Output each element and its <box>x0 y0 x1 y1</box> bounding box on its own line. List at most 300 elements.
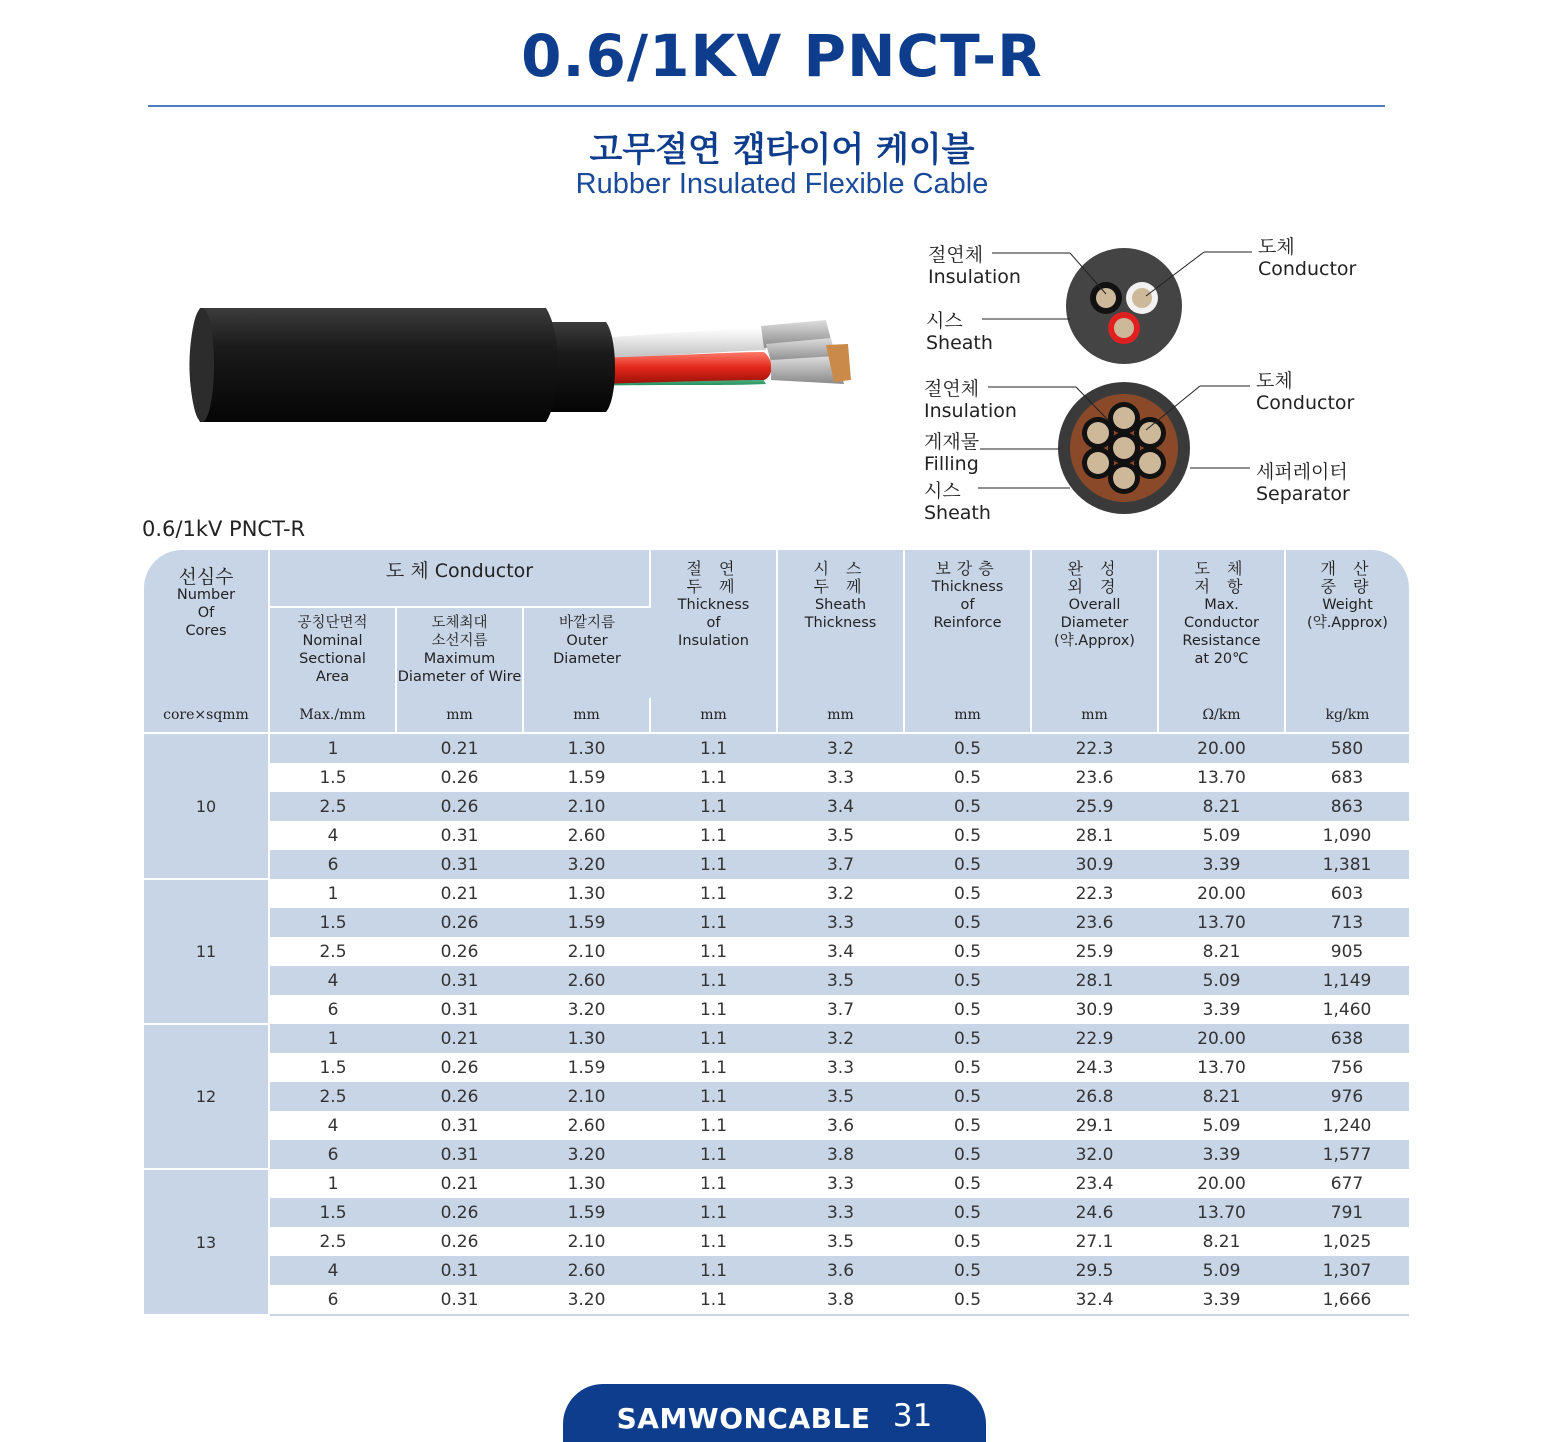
table-cell: 5.09 <box>1202 825 1241 846</box>
table-cell: 0.5 <box>904 966 1031 995</box>
cell-cores: 11 <box>144 879 269 1024</box>
table-cell: 32.0 <box>1031 1140 1158 1169</box>
table-cell: 1.59 <box>523 1198 650 1227</box>
table-cell: 0.5 <box>953 1173 982 1194</box>
table-cell: 29.1 <box>1075 1115 1114 1136</box>
table-cell: 2.5 <box>269 792 396 821</box>
table-row <box>144 1111 1409 1140</box>
table-cell: 20.00 <box>1158 733 1285 763</box>
table-cell: 3.6 <box>777 1256 904 1285</box>
table-cell: 32.4 <box>1075 1289 1114 1310</box>
page-title: 0.6/1KV PNCT-R <box>521 22 1043 90</box>
table-cell: 1.30 <box>567 883 606 904</box>
table-cell: 1.1 <box>650 850 777 879</box>
header-ko: 두 께 <box>686 577 741 596</box>
table-cell: 0.5 <box>953 999 982 1020</box>
header-ko: 저 항 <box>1194 577 1249 596</box>
header-ko: 개 산 <box>1320 559 1375 578</box>
header-text: Diameter <box>553 651 621 667</box>
table-cell: 1 <box>269 1024 396 1053</box>
table-cell: 28.1 <box>1075 825 1114 846</box>
label-ko: 도체 <box>1256 370 1293 392</box>
table-cell: 1.1 <box>699 1057 728 1078</box>
table-cell: 638 <box>1285 1024 1409 1053</box>
table-row <box>144 1285 1409 1315</box>
table-cell: 8.21 <box>1158 792 1285 821</box>
table-cell: 8.21 <box>1202 941 1241 962</box>
table-cell: 1.1 <box>699 1115 728 1136</box>
header-text: Nominal <box>302 633 363 649</box>
table-cell: 22.9 <box>1031 1024 1158 1053</box>
table-cell: 0.26 <box>396 1082 523 1111</box>
table-cell: 1,577 <box>1285 1140 1409 1169</box>
header-outer-diameter <box>523 607 650 698</box>
header-text: Reinforce <box>933 615 1002 631</box>
header-text: Outer <box>566 633 608 649</box>
table-cell: 1,090 <box>1322 825 1372 846</box>
header-ko: 바깥지름 <box>558 615 616 631</box>
table-cell: 3.5 <box>777 1082 904 1111</box>
table-cell: 0.31 <box>396 850 523 879</box>
table-row <box>144 1256 1409 1285</box>
table-cell: 0.5 <box>953 1115 982 1136</box>
table-cell: 4 <box>327 1115 339 1136</box>
header-weight <box>1285 550 1409 698</box>
table-cell: 1 <box>327 883 339 904</box>
label-en: Insulation <box>928 266 1021 288</box>
table-cell: 3.5 <box>826 825 855 846</box>
label-ko: 게재물 <box>924 431 980 453</box>
header-reinforce <box>904 550 1031 698</box>
title-divider <box>148 105 1385 107</box>
table-cell: 1.1 <box>699 825 728 846</box>
footer-tab <box>563 1384 986 1442</box>
table-cell: 30.9 <box>1075 999 1114 1020</box>
header-ko: 보강층 <box>935 559 1000 578</box>
table-cell: 2.5 <box>319 1231 347 1252</box>
page-number: 31 <box>892 1398 933 1434</box>
table-cell: 3.3 <box>826 1057 855 1078</box>
table-cell: 0.31 <box>440 1289 479 1310</box>
table-cell: 1.5 <box>319 767 347 788</box>
table-cell: 791 <box>1285 1198 1409 1227</box>
table-cell: 2.10 <box>523 1082 650 1111</box>
header-max-wire-diameter <box>396 607 523 698</box>
table-cell: 683 <box>1330 767 1364 788</box>
label-ko: 절연체 <box>924 378 980 400</box>
table-cell: 1,240 <box>1322 1115 1372 1136</box>
table-cell: 1.1 <box>650 1024 777 1053</box>
label-ko: 시스 <box>924 480 961 502</box>
table-row <box>144 763 1409 792</box>
table-cell: 0.31 <box>440 999 479 1020</box>
label-insulation-small <box>928 244 1021 288</box>
table-cell: 3.39 <box>1158 850 1285 879</box>
table-cell: 13.70 <box>1158 908 1285 937</box>
table-cell: 1.1 <box>699 941 728 962</box>
table-cell: 0.31 <box>396 1140 523 1169</box>
table-cell: 20.00 <box>1158 1024 1285 1053</box>
subtitle-korean: 고무절연 캡타이어 케이블 <box>589 130 975 170</box>
label-en: Sheath <box>924 502 991 524</box>
table-cell: 4 <box>327 825 339 846</box>
spec-table <box>144 550 1409 1316</box>
table-cell: 1 <box>269 733 396 763</box>
table-cell: 3.3 <box>777 908 904 937</box>
spec-table-body <box>144 733 1409 1315</box>
table-cell: 0.31 <box>440 825 479 846</box>
header-text: Thickness <box>931 579 1004 595</box>
table-cell: 1.59 <box>567 767 606 788</box>
table-cell: 0.5 <box>953 767 982 788</box>
table-cell: 1,149 <box>1285 966 1409 995</box>
table-cell: 26.8 <box>1031 1082 1158 1111</box>
header-ko: 외 경 <box>1067 577 1122 596</box>
table-cell: 24.6 <box>1031 1198 1158 1227</box>
table-cell: 1.1 <box>650 1198 777 1227</box>
table-cell: 1.5 <box>269 1198 396 1227</box>
cell-cores: 10 <box>144 733 269 879</box>
table-cell: 2.60 <box>523 966 650 995</box>
table-cell: 1.1 <box>699 999 728 1020</box>
table-cell: 1,460 <box>1322 999 1372 1020</box>
table-cell: 0.5 <box>904 1024 1031 1053</box>
header-ko: 시 스 <box>813 559 868 578</box>
table-cell: 1.1 <box>650 908 777 937</box>
header-ko: 도체최대 <box>431 615 488 631</box>
table-cell: 863 <box>1285 792 1409 821</box>
header-text: Maximum <box>423 651 496 667</box>
table-cell: 0.5 <box>953 1289 982 1310</box>
table-cell: 3.2 <box>777 733 904 763</box>
table-cell: 2.60 <box>523 1256 650 1285</box>
table-cell: 3.2 <box>777 1024 904 1053</box>
table-cell: 0.5 <box>904 1082 1031 1111</box>
table-cell: 1.5 <box>319 1057 347 1078</box>
unit-sheath: mm <box>777 698 904 733</box>
table-cell: 0.5 <box>953 1057 982 1078</box>
table-cell: 1.1 <box>650 1256 777 1285</box>
table-cell: 5.09 <box>1202 1115 1241 1136</box>
table-cell: 2.60 <box>567 825 606 846</box>
header-text: of <box>960 597 975 613</box>
table-cell: 0.5 <box>904 850 1031 879</box>
header-cores <box>144 550 269 698</box>
table-row <box>144 937 1409 966</box>
header-ko: 완 성 <box>1067 559 1122 578</box>
header-insulation <box>650 550 777 698</box>
table-cell: 0.26 <box>440 1231 479 1252</box>
header-nominal-area <box>269 607 396 698</box>
table-cell: 3.8 <box>826 1289 855 1310</box>
table-cell: 23.6 <box>1075 767 1114 788</box>
table-cell: 0.5 <box>904 1198 1031 1227</box>
table-cell: 2.10 <box>567 941 606 962</box>
header-text: Thickness <box>804 615 877 631</box>
table-cell: 8.21 <box>1158 1082 1285 1111</box>
table-cell: 3.5 <box>826 1231 855 1252</box>
table-row <box>144 1198 1409 1227</box>
table-cell: 2.10 <box>567 1231 606 1252</box>
header-cores-ko: 선심수 <box>178 566 234 588</box>
table-cell: 1,381 <box>1285 850 1409 879</box>
header-text: (약.Approx) <box>1307 615 1388 631</box>
label-en: Conductor <box>1256 392 1355 414</box>
table-cell: 5.09 <box>1158 966 1285 995</box>
label-sheath-small <box>926 310 993 354</box>
table-cell: 713 <box>1285 908 1409 937</box>
table-cell: 24.3 <box>1075 1057 1114 1078</box>
table-cell: 3.7 <box>826 999 855 1020</box>
table-row <box>144 850 1409 879</box>
table-row <box>144 821 1409 850</box>
table-row <box>144 1082 1409 1111</box>
table-cell: 580 <box>1285 733 1409 763</box>
table-cell: 22.3 <box>1031 733 1158 763</box>
table-cell: 13.70 <box>1197 1057 1246 1078</box>
table-cell: 0.5 <box>904 733 1031 763</box>
table-row <box>144 1227 1409 1256</box>
unit-maxdia: mm <box>396 698 523 733</box>
table-cell: 13.70 <box>1158 1198 1285 1227</box>
table-cell: 0.5 <box>953 883 982 904</box>
table-cell: 5.09 <box>1158 1256 1285 1285</box>
label-en: Conductor <box>1258 258 1357 280</box>
table-cell: 1 <box>327 1173 339 1194</box>
table-row <box>144 879 1409 908</box>
table-cell: 0.5 <box>904 792 1031 821</box>
header-ko: 중 량 <box>1320 577 1375 596</box>
table-cell: 1.1 <box>699 1289 728 1310</box>
table-cell: 0.5 <box>904 1140 1031 1169</box>
table-cell: 0.21 <box>396 733 523 763</box>
header-ko: 절 연 <box>686 559 741 578</box>
table-cell: 29.5 <box>1031 1256 1158 1285</box>
header-text: at 20℃ <box>1194 651 1249 667</box>
table-cell: 4 <box>269 1256 396 1285</box>
table-cell: 0.5 <box>904 1256 1031 1285</box>
label-en: Sheath <box>926 332 993 354</box>
header-conductor-label: 도 체 Conductor <box>385 560 534 582</box>
header-text: Sheath <box>814 597 867 613</box>
header-ko: 공칭단면적 <box>297 615 368 631</box>
table-cell: 1.59 <box>567 1057 606 1078</box>
table-cell: 3.3 <box>826 1173 855 1194</box>
header-text: Area <box>315 669 350 685</box>
table-row <box>144 792 1409 821</box>
table-cell: 6 <box>269 850 396 879</box>
header-text: Cores <box>185 623 227 639</box>
table-cell: 3.20 <box>523 1140 650 1169</box>
table-cell: 6 <box>327 999 339 1020</box>
label-ko: 시스 <box>926 310 963 332</box>
label-separator <box>1256 461 1350 505</box>
table-cell: 0.5 <box>953 825 982 846</box>
label-ko: 세퍼레이터 <box>1256 461 1348 483</box>
cell-cores: 13 <box>144 1169 269 1315</box>
table-cell: 1,307 <box>1285 1256 1409 1285</box>
table-cell: 0.26 <box>396 908 523 937</box>
table-cell: 0.5 <box>904 908 1031 937</box>
table-cell: 25.9 <box>1075 941 1114 962</box>
footer-brand: SAMWONCABLE <box>616 1402 871 1435</box>
header-ko: 도 체 <box>1194 559 1249 578</box>
table-cell: 1.1 <box>699 767 728 788</box>
table-row <box>144 966 1409 995</box>
table-cell: 2.60 <box>567 1115 606 1136</box>
table-cell: 3.4 <box>826 941 855 962</box>
table-cell: 1.1 <box>650 733 777 763</box>
header-text: Diameter <box>1060 615 1129 631</box>
table-cell: 3.2 <box>826 883 855 904</box>
table-cell: 3.20 <box>567 1289 606 1310</box>
header-ko: 소선지름 <box>431 633 488 649</box>
table-cell: 6 <box>327 1289 339 1310</box>
table-cell: 30.9 <box>1031 850 1158 879</box>
table-cell: 6 <box>269 1140 396 1169</box>
table-cell: 22.3 <box>1075 883 1114 904</box>
header-text: Thickness <box>677 597 750 613</box>
table-cell: 27.1 <box>1075 1231 1114 1252</box>
label-ko: 절연체 <box>928 244 984 266</box>
header-sheath <box>777 550 904 698</box>
table-cell: 3.3 <box>777 1198 904 1227</box>
table-cell: 1,025 <box>1322 1231 1372 1252</box>
table-cell: 1.30 <box>567 1173 606 1194</box>
table-cell: 0.21 <box>440 1173 479 1194</box>
table-cell: 20.00 <box>1197 883 1246 904</box>
header-text: Of <box>197 605 215 621</box>
table-cell: 3.5 <box>777 966 904 995</box>
table-cell: 28.1 <box>1031 966 1158 995</box>
table-row <box>144 1053 1409 1082</box>
table-cell: 1,666 <box>1322 1289 1372 1310</box>
table-cell: 603 <box>1330 883 1364 904</box>
table-cell: 23.6 <box>1031 908 1158 937</box>
table-cell: 3.3 <box>826 767 855 788</box>
table-cell: 1.1 <box>699 1231 728 1252</box>
table-cell: 4 <box>269 966 396 995</box>
table-cell: 3.20 <box>567 999 606 1020</box>
table-cell: 0.26 <box>440 1057 479 1078</box>
table-cell: 756 <box>1330 1057 1364 1078</box>
table-cell: 0.5 <box>953 941 982 962</box>
table-cell: 2.5 <box>319 941 347 962</box>
header-text: (약.Approx) <box>1054 633 1135 649</box>
table-cell: 20.00 <box>1197 1173 1246 1194</box>
table-cell: 0.31 <box>396 1256 523 1285</box>
unit-outer: mm <box>523 698 650 733</box>
table-cell: 0.26 <box>396 1198 523 1227</box>
table-caption: 0.6/1kV PNCT-R <box>142 517 306 541</box>
header-text: Resistance <box>1182 633 1261 649</box>
label-conductor-large <box>1256 370 1354 414</box>
table-cell: 1.1 <box>699 1173 728 1194</box>
table-cell: 0.26 <box>396 792 523 821</box>
table-cell: 0.21 <box>396 1024 523 1053</box>
unit-insulation: mm <box>650 698 777 733</box>
unit-weight: kg/km <box>1285 698 1409 733</box>
header-text: Insulation <box>678 633 749 649</box>
header-text: of <box>706 615 721 631</box>
table-cell: 25.9 <box>1031 792 1158 821</box>
table-cell: 677 <box>1330 1173 1364 1194</box>
header-text: Sectional <box>299 651 366 667</box>
table-cell: 1.30 <box>523 733 650 763</box>
table-cell: 13.70 <box>1197 767 1246 788</box>
label-sheath-large <box>924 480 991 524</box>
table-cell: 2.5 <box>269 1082 396 1111</box>
cell-cores: 12 <box>144 1024 269 1169</box>
unit-nominal: Max./mm <box>269 698 396 733</box>
table-cell: 0.31 <box>440 1115 479 1136</box>
table-cell: 1.1 <box>650 1140 777 1169</box>
table-row <box>144 1024 1409 1053</box>
label-en: Separator <box>1256 483 1350 505</box>
table-cell: 0.26 <box>440 941 479 962</box>
table-row <box>144 1169 1409 1198</box>
label-insulation-large <box>924 378 1017 422</box>
header-overall-diameter <box>1031 550 1158 698</box>
table-cell: 0.26 <box>440 767 479 788</box>
table-row <box>144 1140 1409 1169</box>
cross-section-diagram <box>900 230 1460 524</box>
table-row <box>144 733 1409 763</box>
subtitle-english: Rubber Insulated Flexible Cable <box>575 168 989 200</box>
table-cell: 3.4 <box>777 792 904 821</box>
table-cell: 1.1 <box>650 1082 777 1111</box>
table-cell: 0.21 <box>440 883 479 904</box>
header-text: Max. <box>1204 597 1239 613</box>
unit-reinforce: mm <box>904 698 1031 733</box>
header-text: Diameter of Wire <box>397 669 522 685</box>
table-cell: 3.39 <box>1202 999 1241 1020</box>
table-cell: 1.1 <box>650 792 777 821</box>
table-cell: 1.1 <box>650 966 777 995</box>
table-cell: 3.39 <box>1202 1289 1241 1310</box>
table-cell: 3.8 <box>777 1140 904 1169</box>
header-conductor <box>269 550 650 607</box>
table-cell: 0.5 <box>953 1231 982 1252</box>
cable-photo <box>186 300 866 430</box>
header-ko: 두 께 <box>813 577 868 596</box>
unit-overall: mm <box>1031 698 1158 733</box>
table-row <box>144 995 1409 1024</box>
table-cell: 1.1 <box>699 883 728 904</box>
table-cell: 2.10 <box>523 792 650 821</box>
unit-cores: core×sqmm <box>144 698 269 733</box>
table-cell: 8.21 <box>1202 1231 1241 1252</box>
header-resistance <box>1158 550 1285 698</box>
header-text: Weight <box>1322 597 1373 613</box>
table-cell: 1.30 <box>523 1024 650 1053</box>
header-text: Number <box>176 587 236 603</box>
table-cell: 905 <box>1330 941 1364 962</box>
table-cell: 0.31 <box>396 966 523 995</box>
table-cell: 976 <box>1285 1082 1409 1111</box>
header-text: Conductor <box>1183 615 1260 631</box>
label-en: Filling <box>924 453 979 475</box>
table-cell: 1.5 <box>269 908 396 937</box>
label-en: Insulation <box>924 400 1017 422</box>
table-cell: 1.59 <box>523 908 650 937</box>
header-text: Overall <box>1068 597 1121 613</box>
table-cell: 3.20 <box>523 850 650 879</box>
unit-resistance: Ω/km <box>1158 698 1285 733</box>
table-cell: 23.4 <box>1075 1173 1114 1194</box>
table-cell: 3.39 <box>1158 1140 1285 1169</box>
label-ko: 도체 <box>1258 236 1295 258</box>
